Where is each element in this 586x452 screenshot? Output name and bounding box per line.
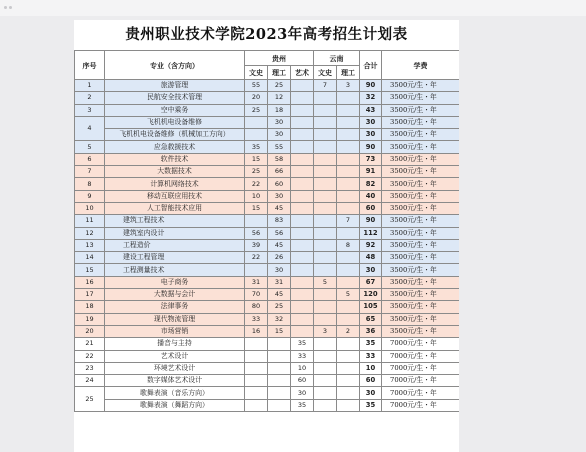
row-total: 90	[360, 141, 382, 153]
quota-gz-wen	[245, 375, 268, 387]
table-row	[75, 153, 460, 165]
header-fee: 学费	[382, 51, 460, 80]
quota-yn-li: 8	[337, 239, 360, 251]
quota-gz-li: 32	[268, 313, 291, 325]
quota-yn-wen	[314, 375, 337, 387]
table-row	[75, 362, 460, 374]
quota-yn-li	[337, 375, 360, 387]
quota-gz-wen: 15	[245, 153, 268, 165]
quota-yn-li	[337, 116, 360, 128]
quota-gz-yi	[291, 129, 314, 141]
major-name: 人工智能技术应用	[105, 202, 245, 214]
quota-yn-wen	[314, 362, 337, 374]
major-name: 大数据与会计	[105, 289, 245, 301]
table-row	[75, 387, 460, 399]
row-total: 60	[360, 202, 382, 214]
quota-yn-wen	[314, 301, 337, 313]
quota-gz-yi: 35	[291, 338, 314, 350]
row-total: 43	[360, 104, 382, 116]
quota-gz-yi	[291, 202, 314, 214]
table-row	[75, 104, 460, 116]
row-total: 82	[360, 178, 382, 190]
row-total: 36	[360, 325, 382, 337]
row-index: 13	[75, 239, 105, 251]
tuition-fee: 3500元/生・年	[382, 166, 460, 178]
quota-gz-li: 15	[268, 325, 291, 337]
header-gz-yishu: 艺术	[291, 66, 314, 80]
row-total: 92	[360, 239, 382, 251]
major-name: 大数据技术	[105, 166, 245, 178]
row-index: 20	[75, 325, 105, 337]
quota-gz-wen: 39	[245, 239, 268, 251]
quota-yn-wen	[314, 350, 337, 362]
quota-yn-wen	[314, 239, 337, 251]
quota-yn-li: 7	[337, 215, 360, 227]
quota-gz-li	[268, 387, 291, 399]
row-total: 10	[360, 362, 382, 374]
quota-gz-wen	[245, 387, 268, 399]
major-name: 计算机网络技术	[105, 178, 245, 190]
table-row	[75, 252, 460, 264]
tuition-fee: 3500元/生・年	[382, 153, 460, 165]
table-row	[75, 116, 460, 128]
tuition-fee: 3500元/生・年	[382, 116, 460, 128]
quota-yn-li	[337, 190, 360, 202]
major-name: 市场营销	[105, 325, 245, 337]
quota-yn-li	[337, 252, 360, 264]
header-yunnan: 云南	[314, 51, 360, 66]
quota-yn-wen	[314, 227, 337, 239]
row-total: 90	[360, 80, 382, 92]
quota-gz-li	[268, 399, 291, 411]
quota-yn-li	[337, 276, 360, 288]
quota-yn-wen	[314, 190, 337, 202]
quota-gz-yi	[291, 92, 314, 104]
row-total: 30	[360, 387, 382, 399]
quota-yn-li	[337, 202, 360, 214]
quota-gz-yi	[291, 178, 314, 190]
quota-gz-yi	[291, 301, 314, 313]
quota-yn-li	[337, 227, 360, 239]
row-total: 30	[360, 129, 382, 141]
quota-gz-yi	[291, 252, 314, 264]
quota-yn-wen	[314, 104, 337, 116]
tuition-fee: 3500元/生・年	[382, 289, 460, 301]
row-total: 32	[360, 92, 382, 104]
tuition-fee: 3500元/生・年	[382, 92, 460, 104]
tuition-fee: 3500元/生・年	[382, 178, 460, 190]
quota-gz-li: 12	[268, 92, 291, 104]
row-index: 16	[75, 276, 105, 288]
quota-gz-li: 31	[268, 276, 291, 288]
quota-gz-wen: 16	[245, 325, 268, 337]
quota-gz-li: 45	[268, 239, 291, 251]
quota-yn-li	[337, 264, 360, 276]
quota-yn-wen	[314, 178, 337, 190]
major-name: 歌舞表演（音乐方向）	[105, 387, 245, 399]
row-index: 25	[75, 387, 105, 412]
quota-gz-li	[268, 362, 291, 374]
table-row	[75, 215, 460, 227]
major-name: 环境艺术设计	[105, 362, 245, 374]
quota-yn-wen	[314, 92, 337, 104]
table-row	[75, 239, 460, 251]
tuition-fee: 7000元/生・年	[382, 375, 460, 387]
row-index: 19	[75, 313, 105, 325]
row-total: 112	[360, 227, 382, 239]
quota-yn-li	[337, 178, 360, 190]
quota-gz-wen	[245, 116, 268, 128]
quota-yn-li	[337, 338, 360, 350]
tuition-fee: 7000元/生・年	[382, 387, 460, 399]
tuition-fee: 3500元/生・年	[382, 239, 460, 251]
tuition-fee: 3500元/生・年	[382, 325, 460, 337]
quota-gz-wen	[245, 338, 268, 350]
row-total: 48	[360, 252, 382, 264]
quota-gz-wen: 25	[245, 166, 268, 178]
row-index: 6	[75, 153, 105, 165]
table-row	[75, 325, 460, 337]
quota-gz-li	[268, 375, 291, 387]
table-row	[75, 141, 460, 153]
tuition-fee: 3500元/生・年	[382, 190, 460, 202]
quota-gz-wen: 15	[245, 202, 268, 214]
row-index: 7	[75, 166, 105, 178]
row-index: 15	[75, 264, 105, 276]
table-row	[75, 399, 460, 411]
quota-yn-li	[337, 301, 360, 313]
quota-gz-wen	[245, 215, 268, 227]
tuition-fee: 3500元/生・年	[382, 202, 460, 214]
quota-gz-wen	[245, 264, 268, 276]
row-index: 9	[75, 190, 105, 202]
row-total: 33	[360, 350, 382, 362]
row-total: 35	[360, 338, 382, 350]
tuition-fee: 3500元/生・年	[382, 276, 460, 288]
quota-gz-yi	[291, 80, 314, 92]
quota-gz-yi	[291, 116, 314, 128]
row-index: 21	[75, 338, 105, 350]
quota-gz-li: 66	[268, 166, 291, 178]
table-row	[75, 276, 460, 288]
table-row	[75, 350, 460, 362]
quota-yn-li	[337, 141, 360, 153]
window-dots	[4, 6, 18, 9]
quota-gz-yi: 30	[291, 387, 314, 399]
quota-yn-li	[337, 92, 360, 104]
table-row	[75, 264, 460, 276]
quota-gz-yi	[291, 104, 314, 116]
quota-gz-yi	[291, 153, 314, 165]
quota-yn-wen	[314, 387, 337, 399]
quota-gz-wen	[245, 399, 268, 411]
quota-gz-yi	[291, 215, 314, 227]
table-row	[75, 375, 460, 387]
quota-gz-yi	[291, 141, 314, 153]
quota-yn-wen	[314, 153, 337, 165]
document-title: 贵州职业技术学院2023年高考招生计划表	[125, 26, 408, 43]
quota-gz-li: 30	[268, 264, 291, 276]
quota-gz-wen: 25	[245, 104, 268, 116]
quota-yn-li	[337, 362, 360, 374]
quota-gz-yi	[291, 276, 314, 288]
header-major: 专业（含方向）	[105, 51, 245, 80]
quota-gz-li: 26	[268, 252, 291, 264]
major-name: 软件技术	[105, 153, 245, 165]
row-index: 3	[75, 104, 105, 116]
quota-gz-li: 30	[268, 129, 291, 141]
quota-yn-wen	[314, 289, 337, 301]
quota-yn-li	[337, 153, 360, 165]
quota-gz-wen: 22	[245, 178, 268, 190]
viewer-toolbar	[0, 0, 586, 16]
major-name: 播音与主持	[105, 338, 245, 350]
quota-gz-wen: 31	[245, 276, 268, 288]
row-index: 1	[75, 80, 105, 92]
quota-gz-yi: 35	[291, 399, 314, 411]
major-name: 飞机机电设备维修（机械加工方向）	[105, 129, 245, 141]
table-row	[75, 289, 460, 301]
major-name: 数字媒体艺术设计	[105, 375, 245, 387]
row-total: 30	[360, 116, 382, 128]
quota-gz-yi	[291, 166, 314, 178]
table-row	[75, 301, 460, 313]
row-index: 17	[75, 289, 105, 301]
table-row	[75, 202, 460, 214]
quota-yn-wen	[314, 264, 337, 276]
header-yn-ligong: 理工	[337, 66, 360, 80]
table-row	[75, 190, 460, 202]
row-index: 22	[75, 350, 105, 362]
quota-gz-yi	[291, 264, 314, 276]
row-index: 23	[75, 362, 105, 374]
quota-gz-li: 45	[268, 202, 291, 214]
major-name: 艺术设计	[105, 350, 245, 362]
quota-gz-yi	[291, 190, 314, 202]
quota-gz-li: 56	[268, 227, 291, 239]
quota-yn-wen	[314, 166, 337, 178]
tuition-fee: 7000元/生・年	[382, 350, 460, 362]
quota-gz-li: 45	[268, 289, 291, 301]
tuition-fee: 3500元/生・年	[382, 264, 460, 276]
row-total: 40	[360, 190, 382, 202]
quota-yn-wen: 3	[314, 325, 337, 337]
row-total: 105	[360, 301, 382, 313]
major-name: 工程造价	[105, 239, 245, 251]
quota-gz-wen: 35	[245, 141, 268, 153]
row-index: 24	[75, 375, 105, 387]
major-name: 移动互联应用技术	[105, 190, 245, 202]
major-name: 旅游管理	[105, 80, 245, 92]
row-total: 30	[360, 264, 382, 276]
tuition-fee: 3500元/生・年	[382, 252, 460, 264]
quota-yn-wen	[314, 338, 337, 350]
header-index: 序号	[75, 51, 105, 80]
quota-gz-wen	[245, 362, 268, 374]
table-row	[75, 129, 460, 141]
quota-yn-li	[337, 313, 360, 325]
row-total: 73	[360, 153, 382, 165]
row-index: 5	[75, 141, 105, 153]
quota-yn-wen	[314, 313, 337, 325]
tuition-fee: 3500元/生・年	[382, 301, 460, 313]
quota-yn-wen: 7	[314, 80, 337, 92]
major-name: 建设工程管理	[105, 252, 245, 264]
table-row	[75, 80, 460, 92]
row-index: 14	[75, 252, 105, 264]
tuition-fee: 3500元/生・年	[382, 227, 460, 239]
quota-gz-li: 60	[268, 178, 291, 190]
tuition-fee: 7000元/生・年	[382, 399, 460, 411]
quota-gz-li: 30	[268, 190, 291, 202]
quota-gz-li: 25	[268, 80, 291, 92]
major-name: 应急救援技术	[105, 141, 245, 153]
major-name: 建筑工程技术	[105, 215, 245, 227]
table-row	[75, 313, 460, 325]
admission-plan-table	[74, 50, 459, 412]
quota-yn-li	[337, 166, 360, 178]
quota-gz-wen: 55	[245, 80, 268, 92]
quota-gz-wen: 10	[245, 190, 268, 202]
quota-gz-li: 25	[268, 301, 291, 313]
quota-gz-yi: 60	[291, 375, 314, 387]
quota-gz-yi	[291, 289, 314, 301]
table-row	[75, 227, 460, 239]
quota-gz-wen: 70	[245, 289, 268, 301]
major-name: 电子商务	[105, 276, 245, 288]
row-total: 90	[360, 215, 382, 227]
header-yn-wenshi: 文史	[314, 66, 337, 80]
quota-yn-wen	[314, 116, 337, 128]
tuition-fee: 3500元/生・年	[382, 104, 460, 116]
quota-gz-yi	[291, 325, 314, 337]
quota-yn-li	[337, 129, 360, 141]
quota-gz-wen: 56	[245, 227, 268, 239]
quota-yn-wen: 5	[314, 276, 337, 288]
admission-plan-sheet	[74, 20, 459, 452]
quota-gz-yi	[291, 239, 314, 251]
quota-yn-li	[337, 104, 360, 116]
quota-yn-li	[337, 350, 360, 362]
tuition-fee: 3500元/生・年	[382, 141, 460, 153]
quota-gz-wen: 33	[245, 313, 268, 325]
major-name: 法律事务	[105, 301, 245, 313]
table-row	[75, 166, 460, 178]
major-name: 现代物流管理	[105, 313, 245, 325]
row-total: 67	[360, 276, 382, 288]
header-total: 合计	[360, 51, 382, 80]
tuition-fee: 3500元/生・年	[382, 129, 460, 141]
row-index: 4	[75, 116, 105, 141]
quota-gz-yi	[291, 227, 314, 239]
row-index: 2	[75, 92, 105, 104]
quota-yn-wen	[314, 202, 337, 214]
major-name: 飞机机电设备维修	[105, 116, 245, 128]
quota-yn-wen	[314, 141, 337, 153]
tuition-fee: 3500元/生・年	[382, 215, 460, 227]
quota-yn-li: 3	[337, 80, 360, 92]
tuition-fee: 3500元/生・年	[382, 313, 460, 325]
row-index: 12	[75, 227, 105, 239]
quota-gz-li	[268, 350, 291, 362]
row-index: 10	[75, 202, 105, 214]
major-name: 空中乘务	[105, 104, 245, 116]
table-row	[75, 92, 460, 104]
quota-gz-li: 18	[268, 104, 291, 116]
quota-yn-wen	[314, 252, 337, 264]
header-gz-wenshi: 文史	[245, 66, 268, 80]
quota-gz-li: 30	[268, 116, 291, 128]
quota-gz-wen: 20	[245, 92, 268, 104]
quota-gz-wen	[245, 350, 268, 362]
tuition-fee: 3500元/生・年	[382, 80, 460, 92]
major-name: 民航安全技术管理	[105, 92, 245, 104]
tuition-fee: 7000元/生・年	[382, 338, 460, 350]
quota-yn-li	[337, 399, 360, 411]
quota-yn-li: 2	[337, 325, 360, 337]
quota-gz-yi: 10	[291, 362, 314, 374]
quota-yn-wen	[314, 215, 337, 227]
tuition-fee: 7000元/生・年	[382, 362, 460, 374]
quota-yn-wen	[314, 399, 337, 411]
row-total: 120	[360, 289, 382, 301]
quota-gz-li	[268, 338, 291, 350]
quota-gz-li: 83	[268, 215, 291, 227]
row-index: 8	[75, 178, 105, 190]
row-index: 11	[75, 215, 105, 227]
row-total: 60	[360, 375, 382, 387]
quota-gz-yi	[291, 313, 314, 325]
quota-gz-wen	[245, 129, 268, 141]
quota-gz-wen: 22	[245, 252, 268, 264]
header-guizhou: 贵州	[245, 51, 314, 66]
quota-gz-yi: 33	[291, 350, 314, 362]
major-name: 建筑室内设计	[105, 227, 245, 239]
quota-gz-li: 58	[268, 153, 291, 165]
quota-yn-li	[337, 387, 360, 399]
row-total: 65	[360, 313, 382, 325]
major-name: 工程测量技术	[105, 264, 245, 276]
row-index: 18	[75, 301, 105, 313]
header-gz-ligong: 理工	[268, 66, 291, 80]
row-total: 91	[360, 166, 382, 178]
quota-gz-wen: 80	[245, 301, 268, 313]
quota-gz-li: 55	[268, 141, 291, 153]
row-total: 35	[360, 399, 382, 411]
table-row	[75, 178, 460, 190]
table-row	[75, 338, 460, 350]
quota-yn-wen	[314, 129, 337, 141]
quota-yn-li: 5	[337, 289, 360, 301]
major-name: 歌舞表演（舞蹈方向）	[105, 399, 245, 411]
